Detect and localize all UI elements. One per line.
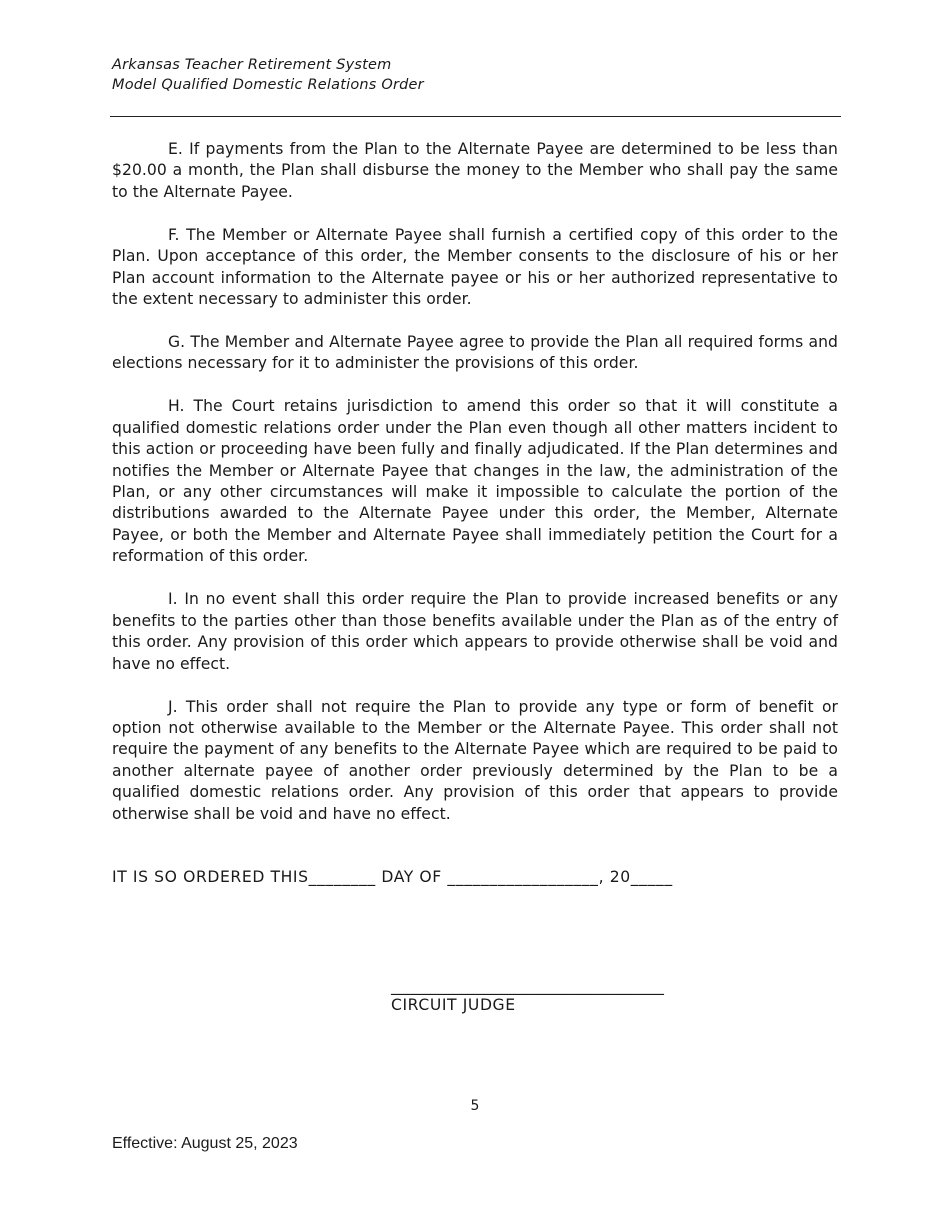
signature-line: ___________________________________	[391, 977, 664, 995]
circuit-judge-label: CIRCUIT JUDGE	[391, 996, 516, 1014]
paragraph-f: F. The Member or Alternate Payee shall furnish a certified copy of this order to the Plan. Upon acceptance of this order, the Member consents to the disclosure of his or her Plan account information to the Alternate payee or his or her authorized representative to the extent necessary to administer this order.	[112, 225, 838, 309]
header-line-document-title: Model Qualified Domestic Relations Order	[112, 77, 424, 93]
paragraph-i: I. In no event shall this order require the Plan to provide increased benefits or any benefits to the parties other than those benefits available under the Plan as of the entry of this order. Any provision of this order which appears to provide otherwise shall be void and have no effect.	[112, 590, 838, 673]
paragraph-e: E. If payments from the Plan to the Alternate Payee are determined to be less than $20.00 a month, the Plan shall disburse the money to the Member who shall pay the same to the Alternate Payee.	[112, 140, 838, 201]
page-number: 5	[470, 1098, 480, 1114]
so-ordered-line: IT IS SO ORDERED THIS________ DAY OF __________________, 20_____	[112, 868, 673, 886]
paragraph-h: H. The Court retains jurisdiction to amend this order so that it will constitute a qualified domestic relations order under the Plan even though all other matters incident to this action or proceeding have been fully and finally adjudicated. If the Plan determines and notifies the Member or Alternate Payee that changes in the law, the administration of the Plan, or any other circumstances will make it impossible to calculate the portion of the distributions awarded to the Alternate Payee under this order, the Member, Alternate Payee, or both the Member and Alternate Payee shall immediately petition the Court for a reformation of this order.	[112, 397, 838, 566]
header-line-organization: Arkansas Teacher Retirement System	[112, 57, 392, 73]
effective-date: Effective: August 25, 2023	[112, 1135, 298, 1152]
header-divider	[110, 116, 841, 117]
document-header	[112, 55, 424, 95]
order-body	[112, 139, 838, 847]
paragraph-g: G. The Member and Alternate Payee agree to provide the Plan all required forms and elections necessary for it to administer the provisions of this order.	[112, 333, 838, 373]
paragraph-j: J. This order shall not require the Plan to provide any type or form of benefit or option not otherwise available to the Member or the Alternate Payee. This order shall not require the payment of any benefits to the Alternate Payee which are required to be paid to another alternate payee of another order previously determined by the Plan to be a qualified domestic relations order. Any provision of this order that appears to provide otherwise shall be void and have no effect.	[112, 697, 838, 823]
